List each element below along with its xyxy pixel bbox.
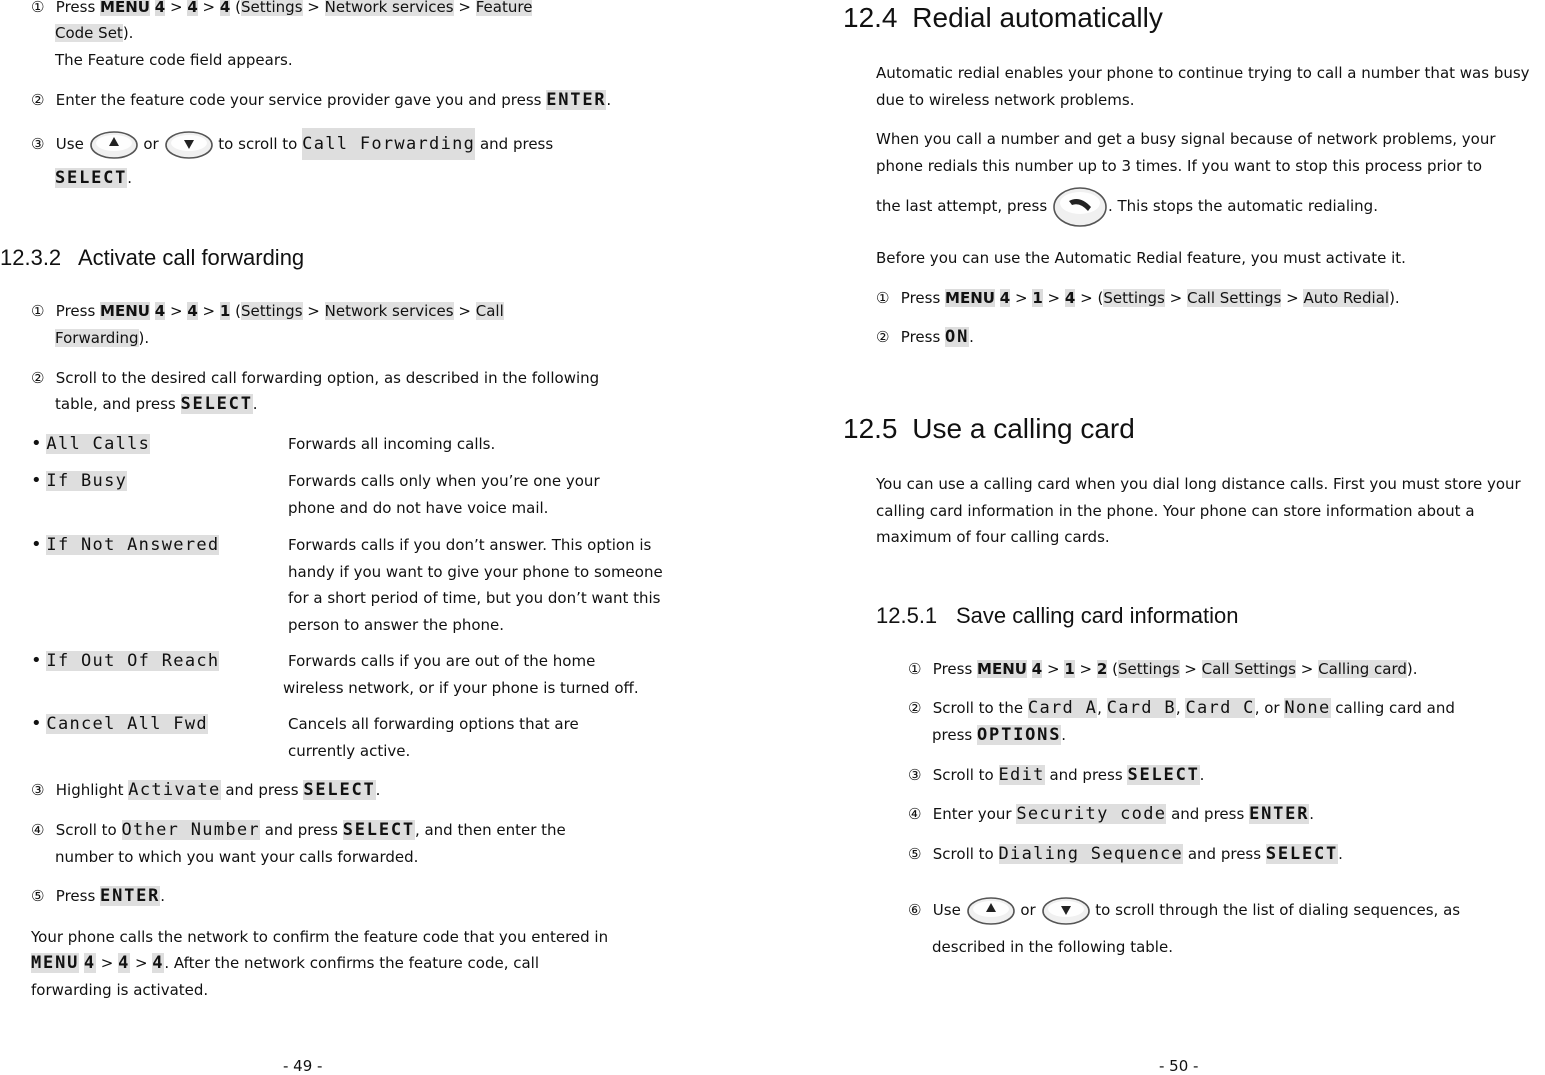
step-marker: ①	[31, 302, 45, 320]
section-step-4: ④ Scroll to Other Number and press SELECT, and then enter the	[31, 820, 566, 840]
option-desc: Forwards calls if you are out of the home	[288, 652, 596, 670]
redial-step-2: ② Press ON.	[876, 327, 974, 347]
paragraph-busy-line3: the last attempt, press . This stops the automatic redialing.	[876, 183, 1378, 229]
card-step-3: ③ Scroll to Edit and press SELECT.	[908, 765, 1205, 785]
step-marker: ①	[876, 289, 890, 307]
option-desc: Forwards all incoming calls.	[288, 435, 496, 453]
step-marker: ②	[876, 328, 890, 346]
option-if-out-of-reach: • If Out Of Reach	[31, 650, 220, 671]
step-marker: ③	[908, 766, 922, 784]
paragraph-busy-line1: When you call a number and get a busy signal because of network problems, your	[876, 130, 1496, 148]
section-step-1-cont: Forwarding).	[55, 329, 150, 347]
card-step-1: ① Press MENU 4 > 1 > 2 (Settings > Call Settings > Calling card).	[908, 660, 1418, 678]
section-step-2-cont: table, and press SELECT.	[55, 394, 258, 414]
redial-step-1: ① Press MENU 4 > 1 > 4 > (Settings > Call Settings > Auto Redial).	[876, 289, 1400, 307]
paragraph-calling-card: You can use a calling card when you dial long distance calls. First you must store your calling card information in the phone. Your phone can store information about a maximum of four calling cards.	[876, 475, 1521, 546]
paragraph-busy-line2: phone redials this number up to 3 times. If you want to stop this process prior to	[876, 157, 1483, 175]
bullet: •	[31, 433, 42, 454]
bullet: •	[31, 534, 42, 555]
option-if-busy: • If Busy	[31, 470, 128, 491]
step-marker: ①	[908, 660, 922, 678]
option-desc: Cancels all forwarding options that are currently active.	[288, 715, 579, 760]
closing-paragraph-line2: MENU 4 > 4 > 4. After the network confirms the feature code, call	[31, 953, 540, 973]
bullet: •	[31, 470, 42, 491]
card-step-4: ④ Enter your Security code and press ENTER.	[908, 804, 1315, 824]
closing-paragraph-line3: forwarding is activated.	[31, 981, 209, 999]
step-marker: ⑥	[908, 901, 922, 919]
paragraph-activate-note: Before you can use the Automatic Redial feature, you must activate it.	[876, 249, 1406, 267]
step-marker: ③	[31, 781, 45, 799]
step-marker: ②	[908, 699, 922, 717]
section-heading-12-3-2: 12.3.2 Activate call forwarding	[0, 245, 305, 270]
paragraph-auto-redial: Automatic redial enables your phone to continue trying to call a number that was busy due to wireless network problems.	[876, 64, 1530, 109]
bullet: •	[31, 713, 42, 734]
option-desc: Forwards calls if you don’t answer. This option is handy if you want to give your phone to someone for a short period of time, but you don’t want this person to answer the phone.	[288, 536, 663, 634]
top-step-1-cont: Code Set).	[55, 24, 134, 42]
card-step-6-cont: described in the following table.	[932, 938, 1173, 956]
section-heading-12-5-1: 12.5.1 Save calling card information	[876, 603, 1239, 628]
card-step-5: ⑤ Scroll to Dialing Sequence and press SELECT.	[908, 844, 1343, 864]
card-step-2-cont: press OPTIONS.	[932, 725, 1067, 745]
up-arrow-key-icon	[966, 895, 1016, 927]
step-marker: ①	[31, 0, 45, 16]
option-desc: Forwards calls only when you’re one your phone and do not have voice mail.	[288, 472, 600, 517]
end-call-key-icon	[1052, 186, 1108, 228]
step-marker: ⑤	[908, 845, 922, 863]
closing-paragraph-line1: Your phone calls the network to confirm the feature code that you entered in	[31, 928, 609, 946]
page-number-49: - 49 -	[283, 1057, 323, 1075]
down-arrow-key-icon	[1041, 895, 1091, 927]
field-appears-note: The Feature code field appears.	[55, 51, 293, 69]
option-desc-cont: wireless network, or if your phone is turned off.	[283, 679, 639, 697]
option-cancel-all-fwd: • Cancel All Fwd	[31, 713, 208, 734]
section-heading-12-5: 12.5 Use a calling card	[843, 413, 1135, 444]
step-marker: ④	[31, 821, 45, 839]
card-step-6: ⑥ Use or to scroll through the list of dialing sequences, as	[908, 890, 1460, 930]
step-marker: ⑤	[31, 887, 45, 905]
top-step-1: ① Press MENU 4 > 4 > 4 (Settings > Network services > Feature	[31, 0, 532, 17]
card-step-2: ② Scroll to the Card A, Card B, Card C, or None calling card and	[908, 698, 1455, 718]
top-step-2: ② Enter the feature code your service provider gave you and press ENTER.	[31, 90, 612, 110]
section-step-2: ② Scroll to the desired call forwarding option, as described in the following	[31, 369, 600, 387]
top-step-3: ③ Use or to scroll to Call Forwarding and press	[31, 124, 553, 164]
top-step-3-cont: SELECT.	[55, 168, 132, 188]
down-arrow-key-icon	[164, 129, 214, 161]
section-step-5: ⑤ Press ENTER.	[31, 886, 166, 906]
option-all-calls: • All Calls	[31, 433, 151, 454]
step-marker: ④	[908, 805, 922, 823]
section-step-1: ① Press MENU 4 > 4 > 1 (Settings > Network services > Call	[31, 302, 504, 320]
option-if-not-answered: • If Not Answered	[31, 534, 220, 555]
step-marker: ②	[31, 369, 45, 387]
up-arrow-key-icon	[89, 129, 139, 161]
page-number-50: - 50 -	[1159, 1057, 1199, 1075]
section-step-3: ③ Highlight Activate and press SELECT.	[31, 780, 381, 800]
step-marker: ③	[31, 135, 45, 153]
section-step-4-cont: number to which you want your calls forwarded.	[55, 848, 419, 866]
section-heading-12-4: 12.4 Redial automatically	[843, 2, 1163, 33]
bullet: •	[31, 650, 42, 671]
step-marker: ②	[31, 91, 45, 109]
